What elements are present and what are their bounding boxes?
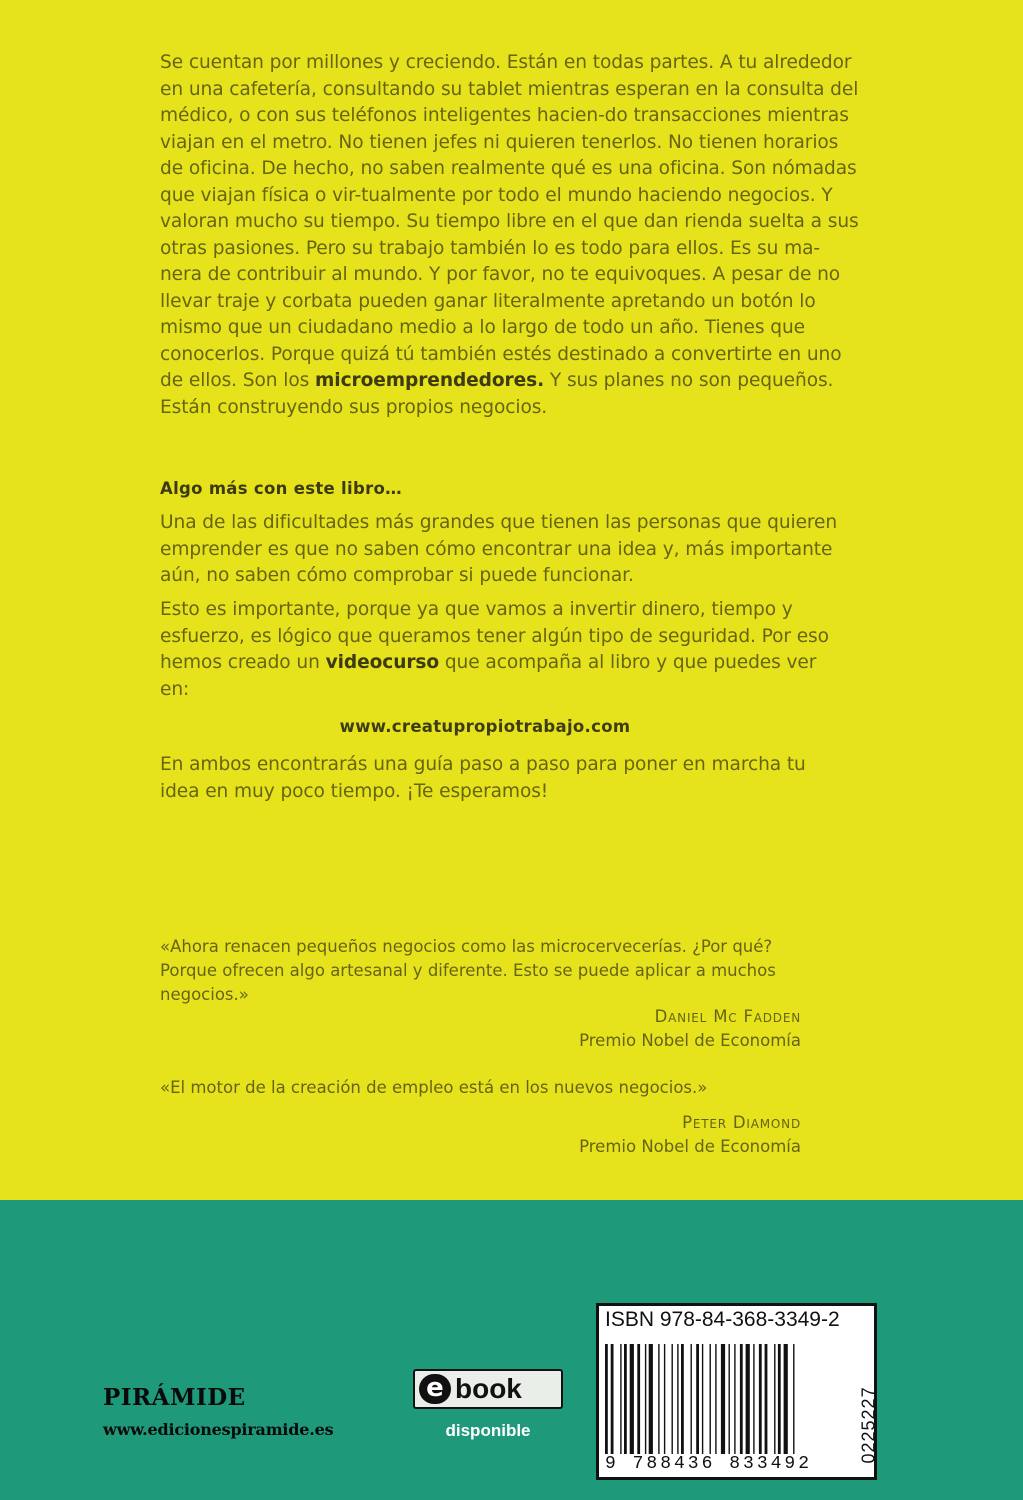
barcode-bar <box>715 1344 716 1454</box>
publisher-logo: PIRÁMIDE <box>103 1384 246 1411</box>
barcode-bar <box>774 1344 775 1454</box>
barcode-bar <box>729 1344 730 1454</box>
side-code-block <box>858 1341 879 1471</box>
ebook-available-label: disponible <box>445 1421 531 1440</box>
barcode-bar <box>753 1344 754 1454</box>
barcode-bar <box>605 1344 608 1454</box>
barcode-bar <box>637 1344 640 1454</box>
barcode-bar <box>620 1344 621 1454</box>
barcode-bar <box>624 1344 627 1454</box>
quote-author: Daniel Mc Fadden <box>654 1007 801 1026</box>
quote-author-role: Premio Nobel de Economía <box>579 1031 801 1050</box>
barcode-bar <box>681 1344 684 1454</box>
barcode-bar <box>691 1344 692 1454</box>
intro-text: Se cuentan por millones y creciendo. Están en todas partes. A tu alrededor en una cafetería, consultando su tablet mientras esperan en la consulta del médico, o con sus teléfonos inteligentes hacien-do transacciones mientras viajan en el metro. No tienen jefes ni quieren tenerlos. No tienen horarios de oficina. De hecho, no saben realmente qué es una oficina. Son nómadas que viajan física o vir-tualmente por todo el mundo haciendo negocios. Y valoran mucho su tiempo. Su tiempo libre en el que dan rienda suelta a sus otras pasiones. Pero su trabajo también lo es todo para ellos. Es su ma-nera de contribuir al mundo. Y por favor, no te equivoques. A pesar de no llevar traje y corbata pueden ganar literalmente apretando un botón lo mismo que un ciudadano medio a lo largo de todo un año. Tienes que conocerlos. Porque quizá tú también estés destinado a convertirte en uno de ellos. Son los <box>160 52 859 391</box>
barcode-bar <box>765 1344 768 1454</box>
section-title: Algo más con este libro… <box>160 479 402 498</box>
barcode-digits: 9 788436 833492 <box>605 1454 813 1474</box>
paragraph-text-end: que acompaña al libro y que puedes ver en: <box>160 652 817 700</box>
barcode-bar <box>778 1344 781 1454</box>
barcode-box <box>596 1303 877 1480</box>
side-code: 0225227 <box>858 1386 879 1464</box>
barcode-bar <box>793 1344 794 1454</box>
barcode-bar <box>672 1344 673 1454</box>
intro-keyword: microemprendedores. <box>315 370 545 391</box>
course-website-link[interactable]: www.creatupropiotrabajo.com <box>339 717 631 736</box>
quote-2-attribution <box>579 1111 801 1159</box>
ebook-word: book <box>455 1373 522 1404</box>
barcode-bar <box>630 1344 634 1454</box>
paragraph-text: Esto es importante, porque ya que vamos a invertir dinero, tiempo y esfuerzo, es lógico que queramos tener algún tipo de seguridad. Por eso hemos creado un <box>160 599 829 673</box>
intro-text-end: Y sus planes no son pequeños. Están construyendo sus propios negocios. <box>160 370 834 418</box>
barcode-bar <box>784 1344 788 1454</box>
barcode-bar <box>611 1344 614 1454</box>
ebook-icon <box>413 1369 563 1409</box>
quote-author: Peter Diamond <box>682 1113 801 1132</box>
ebook-e-mark: e <box>419 1374 451 1404</box>
section-paragraph-3: En ambos encontrarás una guía paso a paso para poner en marcha tu idea en muy poco tiempo. ¡Te esperamos! <box>160 754 806 802</box>
barcode-bar <box>645 1344 646 1454</box>
barcode-bar <box>702 1344 703 1454</box>
barcode-bar <box>677 1344 678 1454</box>
isbn-label: ISBN 978-84-368-3349-2 <box>605 1308 840 1331</box>
barcode-bar <box>759 1344 762 1454</box>
section-paragraph-1: Una de las dificultades más grandes que tienen las personas que quieren emprender es que no saben cómo encontrar una idea y, más importante aún, no saben cómo comprobar si puede funcionar. <box>160 512 838 586</box>
barcode-bar <box>696 1344 699 1454</box>
barcode-bar <box>721 1344 725 1454</box>
quote-2: «El motor de la creación de empleo está en los nuevos negocios.» <box>160 1078 708 1097</box>
barcode-bar <box>740 1344 743 1454</box>
quote-1-attribution <box>579 1005 801 1053</box>
barcode-bar <box>734 1344 735 1454</box>
publisher-block <box>103 1384 353 1439</box>
barcode-icon <box>603 1344 841 1454</box>
barcode-bar <box>710 1344 711 1454</box>
intro-paragraph <box>160 50 860 421</box>
section-paragraph-2 <box>160 597 850 703</box>
barcode-bar <box>746 1344 750 1454</box>
barcode-bar <box>649 1344 653 1454</box>
barcode-bar <box>658 1344 659 1454</box>
quote-1: «Ahora renacen pequeños negocios como las microcervecerías. ¿Por qué? Porque ofrecen algo artesanal y diferente. Esto se puede aplicar a muchos negocios.» <box>160 937 776 1004</box>
videocurso-keyword: videocurso <box>325 652 440 673</box>
quote-author-role: Premio Nobel de Economía <box>579 1137 801 1156</box>
ebook-badge-block <box>413 1369 563 1459</box>
barcode-bar <box>664 1344 665 1454</box>
publisher-website[interactable]: www.edicionespiramide.es <box>103 1420 334 1439</box>
